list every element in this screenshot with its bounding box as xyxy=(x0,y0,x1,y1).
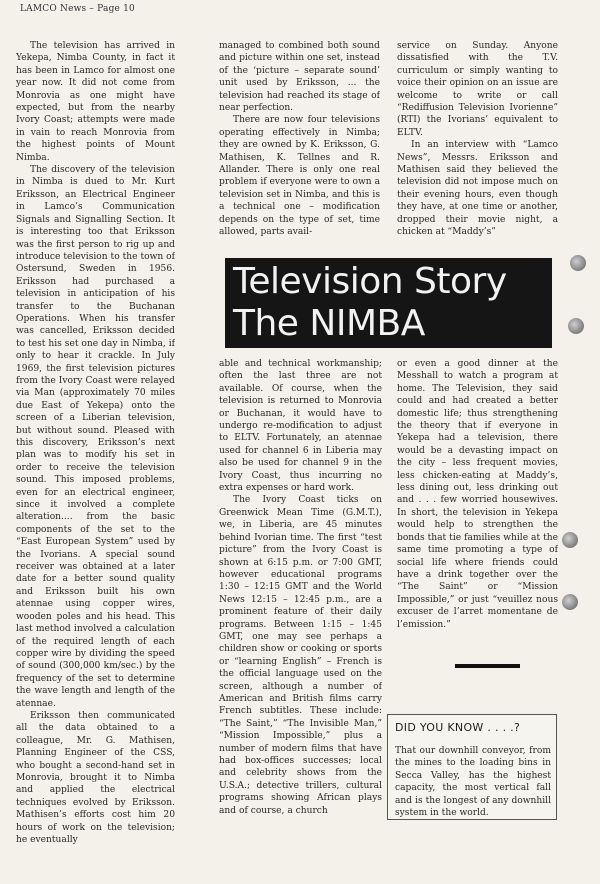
article-column-2-top xyxy=(219,40,380,252)
headline-line-2: The NIMBA xyxy=(233,303,425,344)
headline-banner xyxy=(225,258,552,348)
paragraph: In an interview with “Lamco News”, Messrs. Eriksson and Mathisen said they believed the television did not impose much on their evening hours, even though they have, at one time or another, dropped their movie night, a chicken at “Maddy’s” xyxy=(397,140,558,238)
paragraph: The Ivory Coast ticks on Greenwick Mean Time (G.M.T.), we, in Liberia, are 45 minutes behind Ivorian time. The first “test picture” from the Ivory Coast is shown at 6:15 p.m. or 7:00 GMT, however educational programs 1:30 – 12:15 GMT and the World News 12:15 – 12:45 p.m., are a prominent feature of their daily programs. Between 1:15 – 1:45 GMT, one may see perhaps a children show or cooking or sports or “learning English” – French is the official language used on the screen, although a number of American and British films carry French subtitles. These include: “The Saint,” “The Invisible Man,” “Mission Impossible,” plus a number of modern films that have had box-offices successes; local and celebrity shows from the U.S.A.; detective trillers, cultural programs showing African plays and of course, a church xyxy=(219,495,382,816)
did-you-know-text: That our downhill conveyor, from the mines to the loading bins in Secca Valley, has the highest capacity, the most vertical fall and is the longest of any downhill system in the world. xyxy=(395,746,551,819)
article-column-1 xyxy=(16,40,175,880)
binder-hole-icon xyxy=(568,318,584,334)
binder-hole-icon xyxy=(562,594,578,610)
binder-hole-icon xyxy=(562,532,578,548)
did-you-know-box xyxy=(387,714,557,820)
headline-line-1: Television Story xyxy=(233,261,507,302)
paragraph: service on Sunday. Anyone dissatisfied with the T.V. curriculum or simply wanting to voice their opinion on an issue are welcome to write or call “Rediffusion Television Ivorienne” (RTI) the Ivorians’ equivalent to ELTV. xyxy=(397,41,558,138)
article-column-3 xyxy=(397,358,558,630)
end-of-article-rule xyxy=(455,664,520,668)
paragraph: able and technical workmanship; often the last three are not available. Of course, when the television is returned to Monrovia or Buchanan, it would have to undergo re-modification to adjust to ELTV. Fortunately, an atennae used for channel 6 in Liberia may also be used for channel 9 in the Ivory Coast, thus incurring no extra expenses or hard work. xyxy=(219,359,382,494)
did-you-know-title: DID YOU KNOW . . . .? xyxy=(395,721,521,734)
paragraph: The discovery of the television in Nimba is dued to Mr. Kurt Eriksson, an Electrical Engineer in Lamco’s Communication Signals and Signalling Section. It is interesting too that Eriksson was the first person to rig up and introduce television to the town of Ostersund, Sweden in 1956. Eriksson had purchased a television in anticipation of his transfer to the Buchanan Operations. When his transfer was cancelled, Eriksson decided to test his set one day in Nimba, if only to hear it crackle. In July 1969, the first television pictures from the Ivory Coast were relayed via Man (approximately 70 miles due East of Yekepa) onto the screen of a Liberian television, but without sound. Pleased with this discovery, Eriksson’s next plan was to modify his set in order to receive the television sound. This imposed problems, even for an electrical engineer, since it involved a complete alteration.... from the basic components of the set to the “East European System” used by the Ivorians. A special sound receiver was obtained at a later date for a better sound quality and Eriksson built his own atennae using copper wires, wooden poles and his head. This last method involved a calculation of the required length of each copper wire by dividing the speed of sound (300,000 km/sec.) by the frequency of the set to determine the wave length and length of the atennae. xyxy=(16,165,175,709)
paragraph: managed to combined both sound and picture within one set, instead of the ‘picture – separate sound’ unit used by Eriksson, ... the television had reached its stage of near perfection. xyxy=(219,41,380,114)
page-header: LAMCO News – Page 10 xyxy=(20,4,135,14)
article-column-3-top xyxy=(397,40,558,252)
article-column-2 xyxy=(219,358,382,878)
paragraph: There are now four televisions operating effectively in Nimba; they are owned by K. Eriksson, G. Mathisen, K. Tellnes and R. Allander. There is only one real problem if everyone were to own a television set in Nimba, and this is a technical one – modification depends on the type of set, time allowed, parts avail- xyxy=(219,115,380,238)
paragraph: or even a good dinner at the Messhall to watch a program at home. The Television, they said could and had created a better domestic life; thus strengthening the theory that if everyone in Yekepa had a television, there would be a devasting impact on the city – less frequent movies, less chicken-eating at Maddy’s, less dining out, less drinking out and . . . few worried housewives. In short, the television in Yekepa would help to strengthen the bonds that tie families while at the same time promoting a type of social life where friends could have a drink together over the “The Saint” or “Mission Impossible,” or just “veuillez nous excuser de l’arret momentane de l’emission.” xyxy=(397,359,558,630)
paragraph: Eriksson then communicated all the data obtained to a colleague, Mr. G. Mathisen, Planning Engineer of the CSS, who bought a second-hand set in Monrovia, brought it to Nimba and applied the electrical techniques evolved by Eriksson. Mathisen’s efforts cost him 20 hours of work on the television; he eventually xyxy=(16,710,175,845)
binder-hole-icon xyxy=(570,255,586,271)
paragraph: The television has arrived in Yekepa, Nimba County, in fact it has been in Lamco for almost one year now. It did not come from Monrovia as one might have expected, but from the nearby Ivory Coast; attempts were made in vain to reach Monrovia from the highest points of Mount Nimba. xyxy=(16,41,175,163)
